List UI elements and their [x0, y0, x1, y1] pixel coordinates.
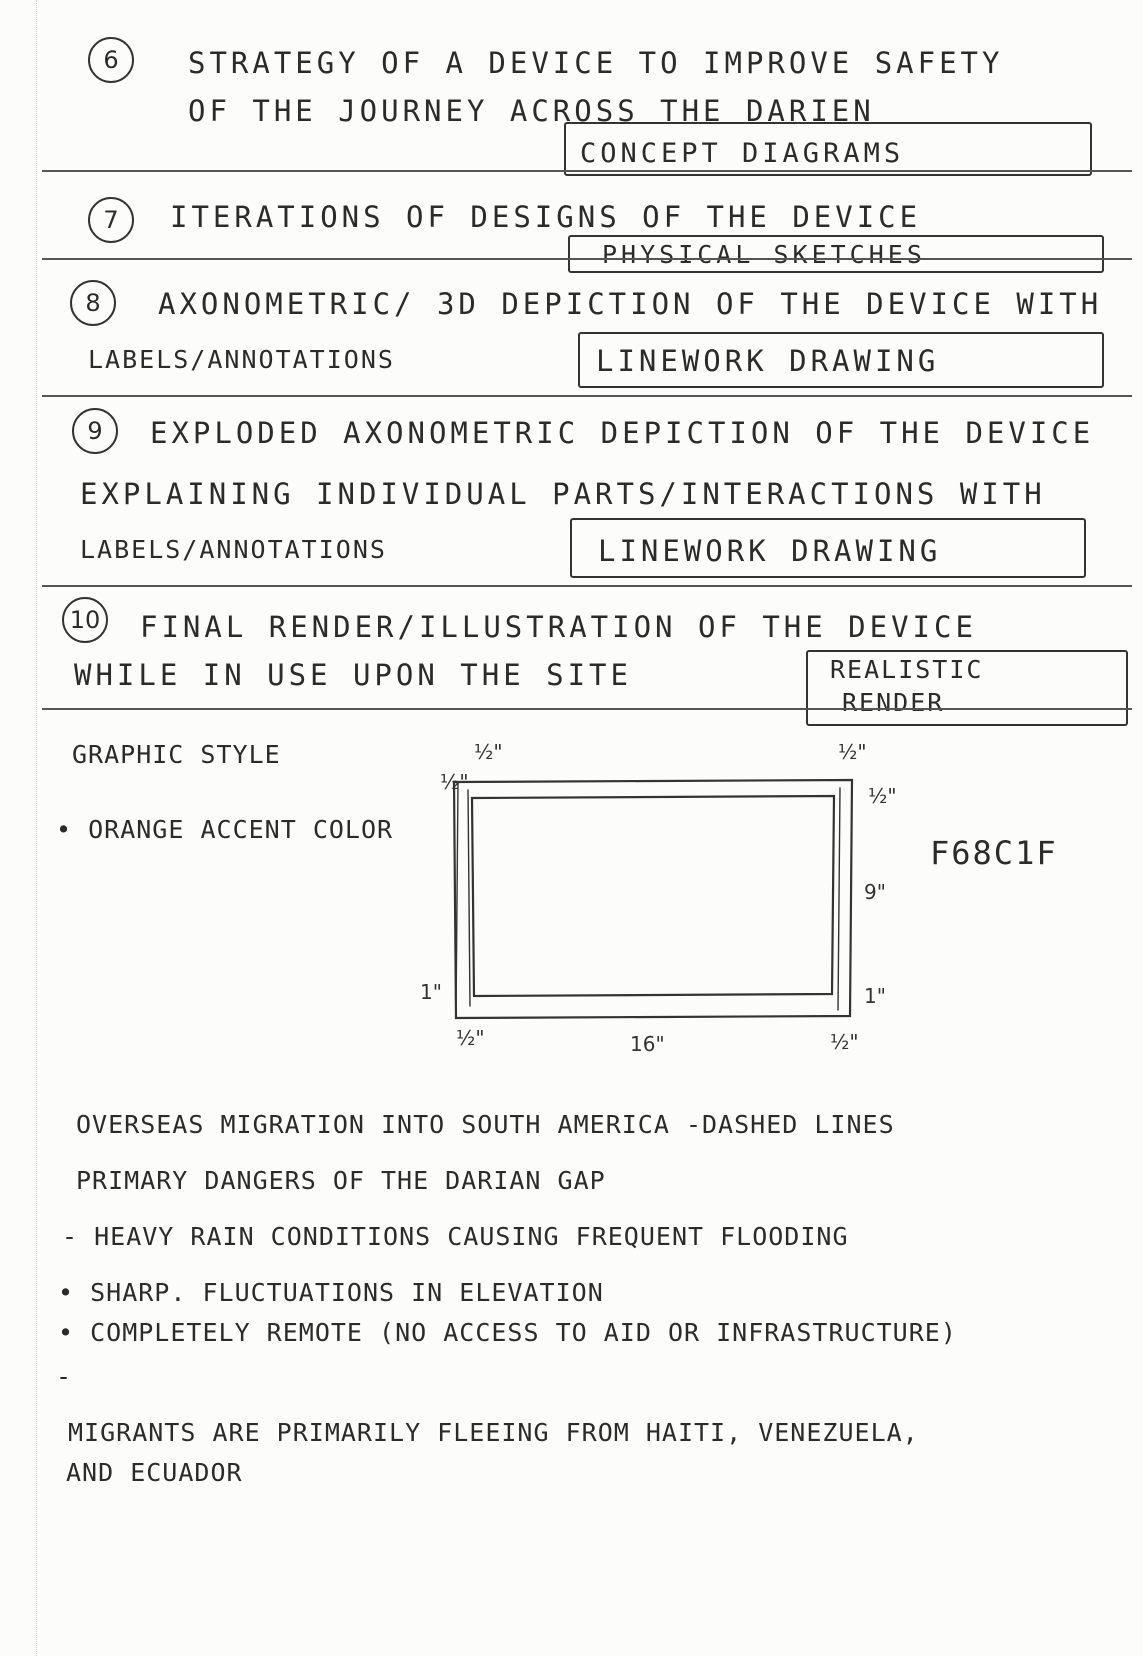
dim-half-top-right-top: ½": [838, 740, 867, 764]
danger-item-2: • SHARP. FLUCTUATIONS IN ELEVATION: [58, 1278, 604, 1307]
item-8-number: 8: [70, 280, 116, 326]
divider-3: [42, 395, 1132, 397]
overseas-migration-note: OVERSEAS MIGRATION INTO SOUTH AMERICA -DASHED LINES: [76, 1110, 895, 1139]
page-edge: [36, 0, 38, 1656]
item-10-box-line-1: REALISTIC: [830, 655, 984, 684]
item-9-number: 9: [72, 408, 118, 454]
item-9-line-2: EXPLAINING INDIVIDUAL PARTS/INTERACTIONS WITH: [80, 477, 1046, 511]
danger-item-3: • COMPLETELY REMOTE (NO ACCESS TO AID OR INFRASTRUCTURE): [58, 1318, 957, 1347]
dim-half-top-right-side: ½": [868, 784, 897, 808]
item-8-line-1: AXONOMETRIC/ 3D DEPICTION OF THE DEVICE WITH: [158, 287, 1103, 321]
divider-1: [42, 170, 1132, 172]
migrants-line-2: AND ECUADOR: [66, 1458, 243, 1487]
dim-half-bottom-right: ½": [830, 1030, 859, 1054]
item-7-number: 7: [88, 197, 134, 243]
divider-2: [42, 258, 1132, 260]
item-9-line-1: EXPLODED AXONOMETRIC DEPICTION OF THE DEVICE: [150, 416, 1095, 450]
dangers-heading: PRIMARY DANGERS OF THE DARIAN GAP: [76, 1166, 606, 1195]
item-10-number: 10: [62, 597, 108, 643]
item-10-line-2: WHILE IN USE UPON THE SITE: [74, 658, 632, 692]
item-9-box-label: LINEWORK DRAWING: [598, 534, 942, 568]
item-6-line-2: OF THE JOURNEY ACROSS THE DARIEN: [188, 94, 875, 128]
dim-one-left: 1": [420, 980, 442, 1004]
danger-item-1: - HEAVY RAIN CONDITIONS CAUSING FREQUENT FLOODING: [62, 1222, 849, 1251]
dim-height: 9": [864, 880, 886, 904]
danger-item-4: -: [56, 1362, 73, 1391]
item-8-box-label: LINEWORK DRAWING: [596, 344, 940, 378]
dim-one-right: 1": [864, 984, 886, 1008]
item-6-box-label: CONCEPT DIAGRAMS: [580, 138, 905, 169]
divider-4: [42, 585, 1132, 587]
dim-half-top-left-top: ½": [474, 740, 503, 764]
migrants-line-1: MIGRANTS ARE PRIMARILY FLEEING FROM HAITI, VENEZUELA,: [68, 1418, 919, 1447]
item-6-number: 6: [88, 37, 134, 83]
color-code: F68C1F: [930, 834, 1058, 872]
orange-accent-bullet: • ORANGE ACCENT COLOR: [56, 815, 394, 844]
item-10-line-1: FINAL RENDER/ILLUSTRATION OF THE DEVICE: [140, 610, 977, 644]
divider-5: [42, 708, 1132, 710]
item-7-box-label: PHYSICAL SKETCHES: [602, 240, 926, 269]
item-9-line-3: LABELS/ANNOTATIONS: [80, 535, 387, 564]
dim-width: 16": [630, 1032, 665, 1056]
dim-half-bottom-left: ½": [456, 1026, 485, 1050]
item-10-box-line-2: RENDER: [842, 688, 945, 717]
item-8-line-2: LABELS/ANNOTATIONS: [88, 345, 395, 374]
graphic-style-heading: GRAPHIC STYLE: [72, 740, 281, 769]
item-7-line-1: ITERATIONS OF DESIGNS OF THE DEVICE: [170, 200, 922, 234]
dim-half-top-left-side: ½": [440, 770, 469, 794]
item-6-line-1: STRATEGY OF A DEVICE TO IMPROVE SAFETY: [188, 46, 1004, 80]
frame-sketch: [440, 760, 880, 1050]
